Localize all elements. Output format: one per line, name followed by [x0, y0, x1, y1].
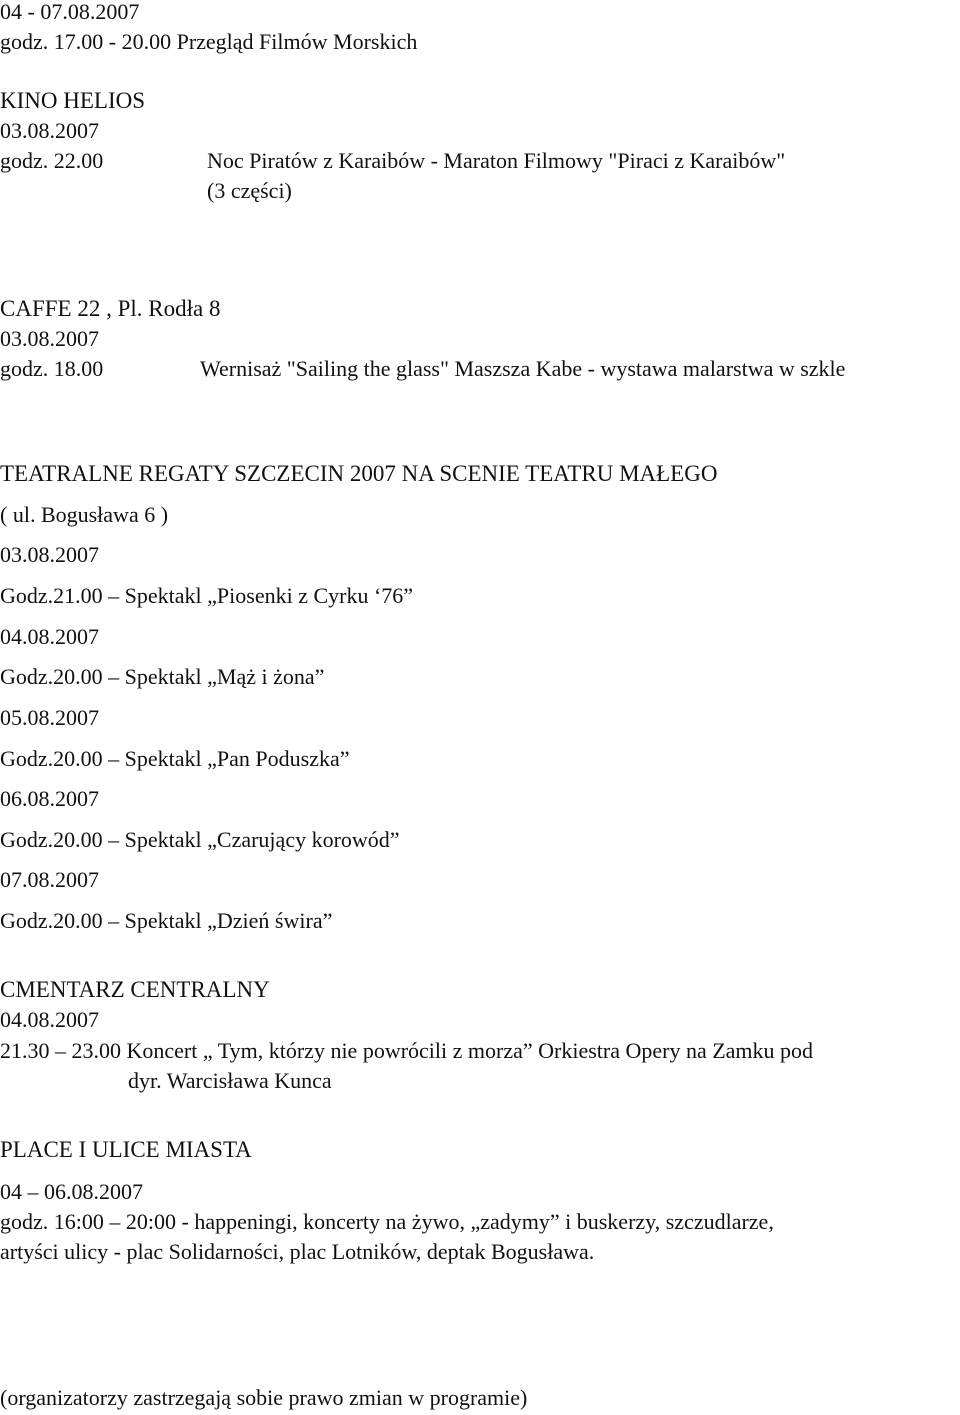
show-date: 03.08.2007 — [0, 542, 99, 567]
event-date: 03.08.2007 — [0, 326, 99, 351]
event-title: Wernisaż "Sailing the glass" Maszsza Kabe - wystawa malarstwa w szkle — [200, 356, 846, 381]
event-date: 04 - 07.08.2007 — [0, 0, 140, 24]
show-line: Godz.21.00 – Spektakl „Piosenki z Cyrku ‘76” — [0, 583, 414, 608]
event-title-continued: (3 części) — [207, 178, 292, 203]
show-line: Godz.20.00 – Spektakl „Pan Poduszka” — [0, 746, 350, 771]
event-date: 03.08.2007 — [0, 118, 99, 143]
event-line: godz. 16:00 – 20:00 - happeningi, koncerty na żywo, „zadymy” i buskerzy, szczudlarze, — [0, 1209, 774, 1234]
event-line: 21.30 – 23.00 Koncert „ Tym, którzy nie powrócili z morza” Orkiestra Opery na Zamku pod — [0, 1038, 814, 1063]
section-heading-caffe-22: CAFFE 22 , Pl. Rodła 8 — [0, 296, 221, 321]
event-time: godz. 22.00 — [0, 148, 104, 173]
show-date: 05.08.2007 — [0, 705, 99, 730]
section-heading-cmentarz-centralny: CMENTARZ CENTRALNY — [0, 977, 270, 1002]
event-title: Noc Piratów z Karaibów - Maraton Filmowy "Piraci z Karaibów" — [207, 148, 786, 173]
section-heading-teatralne-regaty: TEATRALNE REGATY SZCZECIN 2007 NA SCENIE TEATRU MAŁEGO — [0, 461, 718, 486]
event-date: 04.08.2007 — [0, 1007, 99, 1032]
footer-note: (organizatorzy zastrzegają sobie prawo zmian w programie) — [0, 1385, 528, 1410]
show-line: Godz.20.00 – Spektakl „Mąż i żona” — [0, 664, 325, 689]
event-line: godz. 17.00 - 20.00 Przegląd Filmów Morskich — [0, 29, 418, 54]
event-date: 04 – 06.08.2007 — [0, 1179, 143, 1204]
show-line: Godz.20.00 – Spektakl „Dzień świra” — [0, 908, 333, 933]
show-date: 06.08.2007 — [0, 786, 99, 811]
section-address: ( ul. Bogusława 6 ) — [0, 502, 169, 527]
section-heading-kino-helios: KINO HELIOS — [0, 88, 146, 113]
event-line-continued: dyr. Warcisława Kunca — [128, 1068, 332, 1093]
event-time: godz. 18.00 — [0, 356, 104, 381]
event-line-continued: artyści ulicy - plac Solidarności, plac Lotników, deptak Bogusława. — [0, 1239, 595, 1264]
section-heading-place-i-ulice: PLACE I ULICE MIASTA — [0, 1137, 252, 1162]
show-date: 07.08.2007 — [0, 867, 99, 892]
show-date: 04.08.2007 — [0, 624, 99, 649]
show-line: Godz.20.00 – Spektakl „Czarujący korowód” — [0, 827, 400, 852]
